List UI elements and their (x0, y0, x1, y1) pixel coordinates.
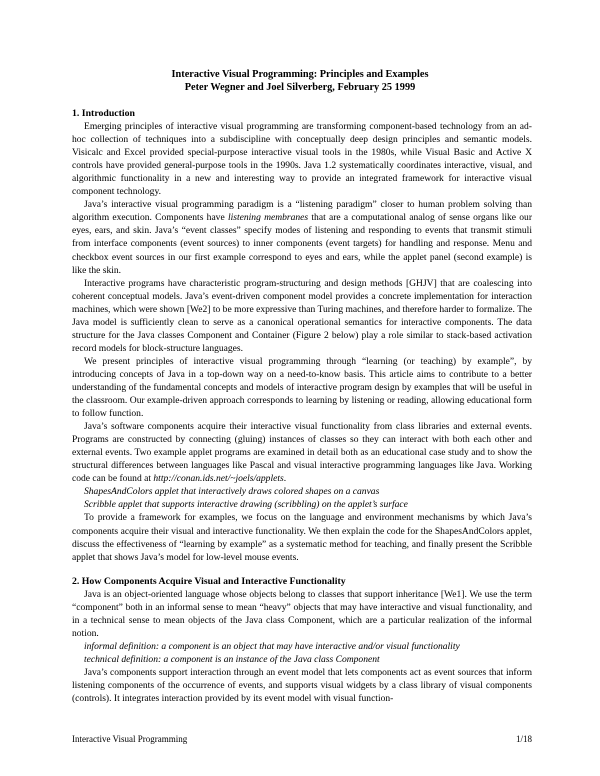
text-run: Java’s components support interaction through an event model that lets components act as event sources that inform listening components of the occurrence of events, and supports visual widgets by a class library of visual components (controls). It integrates interaction provided by its event model with visual function- (72, 666, 532, 705)
italic-line (72, 485, 532, 498)
italic-line (72, 640, 532, 653)
text-run: Interactive programs have characteristic program-structuring and design methods [GHJV] that are coalescing into coherent conceptual models. Java’s event-driven component model provides a concrete implementation for interaction machines, which were shown [We2] to be more expressive than Turing machines, and therefore harder to formalize. The Java model is sufficiently clean to serve as a canonical operational semantics for interactive components. The data structure for the Java classes Component and Container (Figure 2 below) play a role similar to stack-based activation record models for block-structure languages. (72, 277, 532, 354)
italic-line (72, 653, 532, 666)
paragraph (72, 511, 532, 563)
text-run: technical definition: a component is an instance of the Java class Component (84, 653, 380, 665)
text-run: Java’s software components acquire their interactive visual functionality from class libraries and external events. Programs are constructed by connecting (gluing) instances of classes so they can interact with both each other and external events. Two example applet programs are examined in detail both as an educational case study and to show the structural differences between languages like Pascal and visual interactive programming languages like Java. Working code can be found at (72, 421, 532, 485)
text-run: . (283, 473, 287, 485)
paragraph (72, 355, 532, 420)
text-run: Scribble applet that supports interactive drawing (scribbling) on the applet’s surface (84, 499, 408, 511)
italic-line (72, 498, 532, 511)
text-run: Emerging principles of interactive visual programming are transforming component-based technology from an ad-hoc collection of techniques into a subdiscipline with conceptually deep design principles and semantic models. Visicalc and Excel provided special-purpose interactive visual tools in the 1980s, while Visual Basic and Active X controls have provided general-purpose tools in the 1990s. Java 1.2 systematically coordinates interactive, visual, and algorithmic functionality in a new and interesting way to provide an integrated framework for interactive visual component technology. (72, 121, 532, 198)
paper-body (72, 107, 532, 705)
paragraph (72, 666, 532, 705)
text-run: To provide a framework for examples, we focus on the language and environment mechanisms by which Java’s components acquire their visual and interactive functionality. We then explain the code for the ShapesAndColors applet, discuss the effectiveness of “learning by example” as a systematic method for teaching, and finally present the Scribble applet that shows Java’s model for low-level mouse events. (72, 512, 532, 563)
page-number: 1/18 (515, 734, 532, 744)
text-run: ShapesAndColors applet that interactively draws colored shapes on a canvas (84, 486, 380, 498)
paper-title: Interactive Visual Programming: Principles and Examples (171, 69, 429, 80)
footer-title: Interactive Visual Programming (72, 734, 188, 744)
paragraph (72, 588, 532, 640)
text-run: that are a computational analog of sense organs like our eyes, ears, and skin. Java’s “event classes” specify modes of listening and responding to events that transmit stimuli from interface components (event sources) to inner components (event targets) for handling and response. Menu and checkbox event sources in our first example correspond to eyes and ears, while the applet panel (second example) is like the skin. (72, 212, 533, 276)
paragraph (72, 420, 532, 485)
paragraph (72, 198, 532, 276)
section-gap (72, 564, 532, 575)
paper-byline: Peter Wegner and Joel Silverberg, February 25 1999 (184, 82, 416, 93)
text-run: Java is an object-oriented language whose objects belong to classes that support inheritance [We1]. We use the term “component” both in an informal sense to mean “heavy” objects that may have interactive and visual functionality, and in a technical sense to mean objects of the Java class Component, which are a particular realization of the informal notion. (72, 588, 532, 639)
section-heading: 1. Introduction (72, 108, 135, 119)
paragraph (72, 277, 532, 355)
emphasis-text: http://conan.ids.net/~joels/applets (153, 473, 284, 485)
paragraph (72, 120, 532, 198)
text-run: informal definition: a component is an object that may have interactive and/or visual functionality (84, 640, 460, 652)
section-heading: 2. How Components Acquire Visual and Interactive Functionality (72, 575, 346, 587)
page-footer (72, 733, 532, 746)
title-block (0, 68, 600, 94)
emphasis-text: listening membranes (227, 212, 309, 224)
text-run: Java’s interactive visual programming paradigm is a “listening paradigm” closer to human problem solving than algorithm execution. Components have (72, 199, 532, 224)
text-run: We present principles of interactive visual programming through “learning (or teaching) by example”, by introducing concepts of Java in a top-down way on a need-to-know basis. This article aims to contribute to a better understanding of the fundamental concepts and models of interactive program design by examples that will be useful in the classroom. Our example-driven approach corresponds to learning by listening or reading, allowing educational form to follow function. (72, 355, 532, 420)
